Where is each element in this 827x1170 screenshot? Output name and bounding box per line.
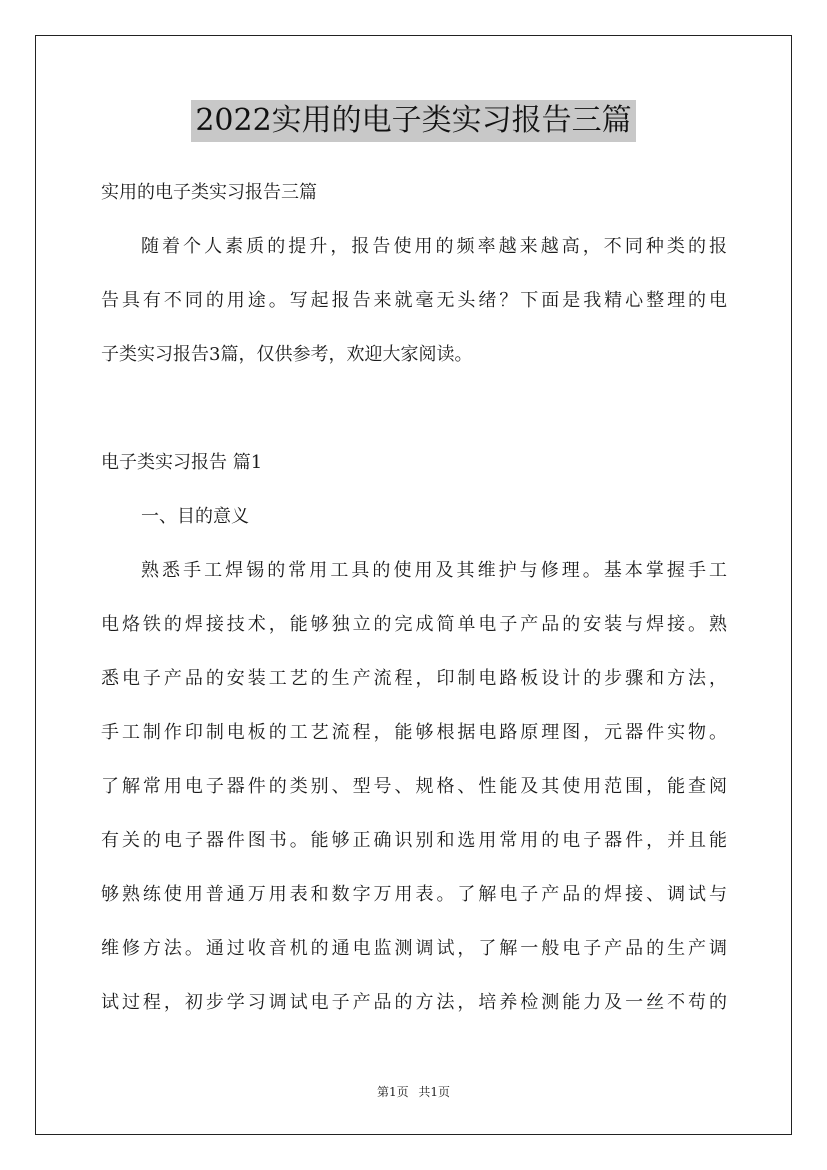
- intro-line: 告具有不同的用途。写起报告来就毫无头绪？下面是我精心整理的电: [101, 290, 727, 311]
- subsection-heading: 一、目的意义: [141, 506, 249, 527]
- section-heading: 电子类实习报告 篇1: [101, 452, 263, 473]
- document-body: [101, 166, 727, 1030]
- page-number: 第1页: [376, 1085, 409, 1099]
- body-line: 有关的电子器件图书。能够正确识别和选用常用的电子器件，并且能: [101, 830, 727, 851]
- document-title: 2022实用的电子类实习报告三篇: [191, 100, 635, 142]
- body-line: 电烙铁的焊接技术，能够独立的完成简单电子产品的安装与焊接。熟: [101, 614, 727, 635]
- body-line: 手工制作印制电板的工艺流程，能够根据电路原理图，元器件实物。: [101, 722, 727, 743]
- page-footer: [0, 1083, 827, 1100]
- spacer: [101, 382, 727, 436]
- body-line: 了解常用电子器件的类别、型号、规格、性能及其使用范围，能查阅: [101, 776, 727, 797]
- body-line: 熟悉手工焊锡的常用工具的使用及其维护与修理。基本掌握手工: [141, 560, 727, 581]
- intro-line: 子类实习报告3篇，仅供参考，欢迎大家阅读。: [101, 344, 473, 365]
- body-line: 够熟练使用普通万用表和数字万用表。了解电子产品的焊接、调试与: [101, 884, 727, 905]
- body-line: 试过程，初步学习调试电子产品的方法，培养检测能力及一丝不苟的: [101, 992, 727, 1013]
- title-container: [0, 100, 827, 142]
- document-subtitle: 实用的电子类实习报告三篇: [101, 182, 317, 203]
- body-line: 悉电子产品的安装工艺的生产流程，印制电路板设计的步骤和方法，: [101, 668, 727, 689]
- page-total: 共1页: [418, 1085, 451, 1099]
- body-line: 维修方法。通过收音机的通电监测调试，了解一般电子产品的生产调: [101, 938, 727, 959]
- intro-line: 随着个人素质的提升，报告使用的频率越来越高，不同种类的报: [141, 236, 727, 257]
